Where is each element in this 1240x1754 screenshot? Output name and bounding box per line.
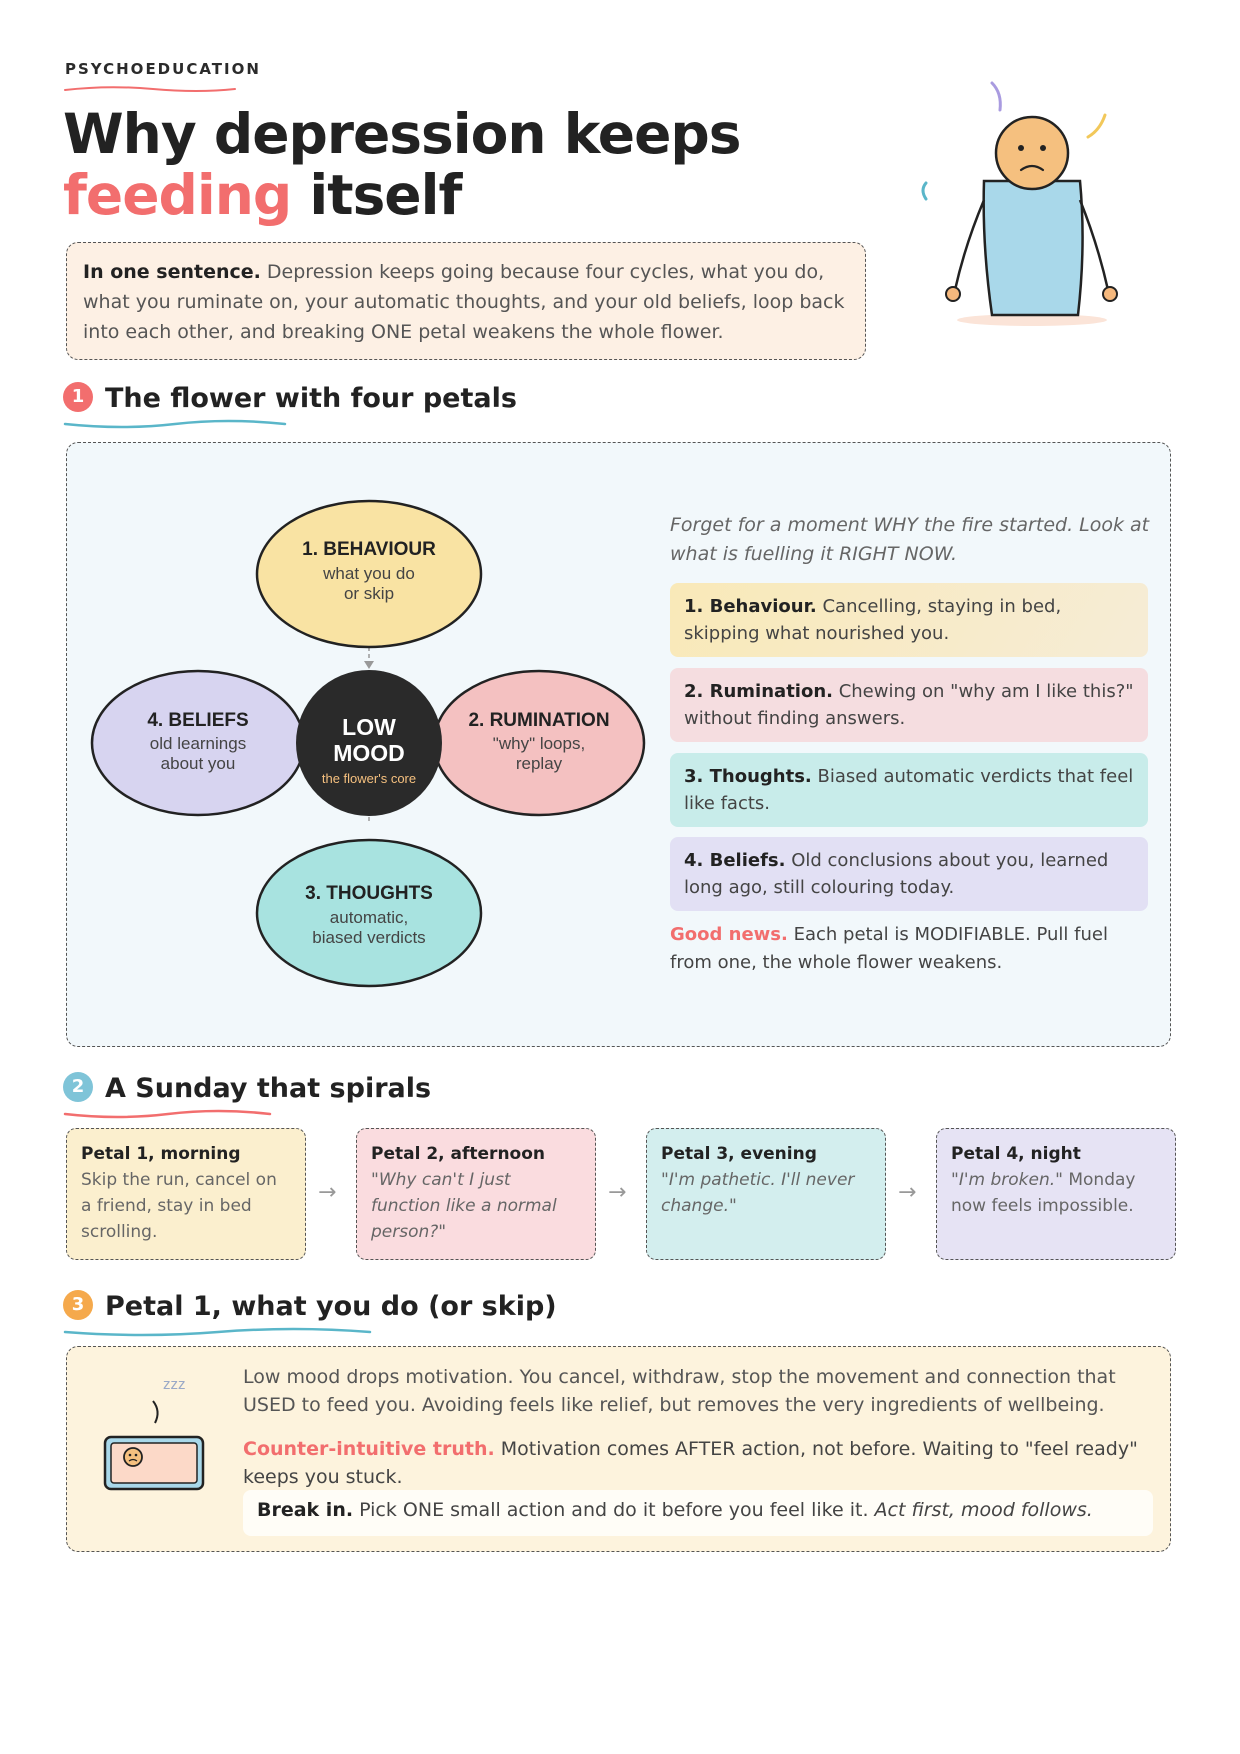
petal-2-line1: "why" loops, <box>492 734 586 753</box>
step-2-head: Petal 2, afternoon <box>371 1144 546 1164</box>
card-beliefs-text: Old conclusions about you, learned long ago, still colouring today. <box>684 850 1109 898</box>
eyebrow-label: PSYCHOEDUCATION <box>65 60 261 78</box>
break-in-text: Pick ONE small action and do it before you feel like it. <box>353 1499 875 1521</box>
good-news-label: Good news. <box>670 924 788 945</box>
title-highlight: feeding <box>63 163 292 227</box>
petal-2-title: 2. RUMINATION <box>468 710 610 731</box>
title-rest: itself <box>291 163 462 227</box>
card-rumination-text: Chewing on "why am I like this?" without finding answers. <box>684 681 1134 729</box>
card-rumination-label: 2. Rumination. <box>684 681 833 702</box>
section-3-heading <box>63 1291 557 1323</box>
step-2-body: "Why can't I just function like a normal person?" <box>371 1170 557 1242</box>
summary-label: In one sentence. <box>83 261 261 283</box>
step-1-head: Petal 1, morning <box>81 1144 241 1164</box>
title-line-1: Why depression keeps <box>63 102 741 166</box>
arrow-icon: → <box>318 1180 337 1205</box>
flower-diagram <box>67 443 667 1043</box>
break-in-box <box>243 1490 1153 1536</box>
break-in-label: Break in. <box>257 1499 354 1521</box>
core-line2: MOOD <box>333 740 405 766</box>
arrow-icon: → <box>608 1180 627 1205</box>
section-2-title: A Sunday that spirals <box>105 1073 432 1104</box>
truth-text: Motivation comes AFTER action, not before. Waiting to "feel ready" keeps you stuck. <box>243 1438 1138 1488</box>
section-1-title: The flower with four petals <box>105 383 517 414</box>
card-rumination <box>670 668 1148 742</box>
core-line1: LOW <box>342 714 396 740</box>
card-thoughts-label: 3. Thoughts. <box>684 766 812 787</box>
petal-3-title: 3. THOUGHTS <box>305 883 433 904</box>
good-news-text: Each petal is MODIFIABLE. Pull fuel from one, the whole flower weakens. <box>670 924 1108 973</box>
petal-1-line1: what you do <box>323 564 415 583</box>
step-3-head: Petal 3, evening <box>661 1144 817 1164</box>
petal-3-line1: automatic, <box>329 908 409 927</box>
eyebrow-underline <box>63 84 238 94</box>
step-3-body: "I'm pathetic. I'll never change." <box>661 1170 855 1216</box>
section-1-number: 1 <box>63 382 93 412</box>
summary-box <box>66 242 866 360</box>
petal-1-explanation: Low mood drops motivation. You cancel, withdraw, stop the movement and connection that USED to feed you. Avoiding feels like relief, but removes the very ingredients of wellbeing. <box>243 1366 1116 1416</box>
sad-person-illustration <box>910 75 1140 335</box>
petal-4-line2: about you <box>160 754 236 773</box>
petal-3-line2: biased verdicts <box>312 928 426 947</box>
spiral-step-morning <box>66 1128 306 1260</box>
card-thoughts-text: Biased automatic verdicts that feel like facts. <box>684 766 1134 814</box>
section-3-underline <box>63 1326 373 1338</box>
card-behaviour-text: Cancelling, staying in bed, skipping what nourished you. <box>684 596 1062 644</box>
petal-2-line2: replay <box>515 754 563 773</box>
step-4-quote: "I'm broken." <box>951 1170 1063 1190</box>
summary-text: Depression keeps going because four cycles, what you do, what you ruminate on, your automatic thoughts, and your old beliefs, loop back into each other, and breaking ONE petal weakens the whole flower. <box>83 261 845 343</box>
petal-1-line2: or skip <box>343 584 395 603</box>
zzz-text: zzz <box>163 1376 186 1393</box>
step-4-body: Monday now feels impossible. <box>951 1170 1136 1216</box>
petal-1-title: 1. BEHAVIOUR <box>302 539 436 560</box>
section-3-number: 3 <box>63 1290 93 1320</box>
card-beliefs-label: 4. Beliefs. <box>684 850 786 871</box>
page-title <box>63 104 741 226</box>
arrow-icon: → <box>898 1180 917 1205</box>
card-beliefs <box>670 837 1148 911</box>
section-2-heading <box>63 1073 431 1105</box>
counter-intuitive-truth <box>243 1435 1153 1491</box>
core-sub: the flower's core <box>321 771 417 786</box>
step-4-head: Petal 4, night <box>951 1144 1081 1164</box>
good-news <box>670 921 1150 977</box>
section-2-number: 2 <box>63 1072 93 1102</box>
step-1-body: Skip the run, cancel on a friend, stay in bed scrolling. <box>81 1170 277 1242</box>
flower-panel <box>66 442 1171 1047</box>
card-behaviour <box>670 583 1148 657</box>
section-2-underline <box>63 1108 273 1120</box>
petal-4-line1: old learnings <box>149 734 247 753</box>
card-thoughts <box>670 753 1148 827</box>
section-1-heading <box>63 383 517 415</box>
section-1-underline <box>63 418 288 430</box>
bed-illustration <box>95 1369 215 1499</box>
flower-lead-text: Forget for a moment WHY the fire started. Look at what is fuelling it RIGHT NOW. <box>670 514 1150 565</box>
petal-1-panel <box>66 1346 1171 1552</box>
card-behaviour-label: 1. Behaviour. <box>684 596 817 617</box>
section-3-title: Petal 1, what you do (or skip) <box>105 1291 557 1322</box>
break-in-italic: Act first, mood follows. <box>874 1499 1093 1521</box>
petal-4-title: 4. BELIEFS <box>147 710 249 731</box>
truth-label: Counter-intuitive truth. <box>243 1438 495 1460</box>
spiral-step-night <box>936 1128 1176 1260</box>
spiral-step-afternoon <box>356 1128 596 1260</box>
spiral-step-evening <box>646 1128 886 1260</box>
